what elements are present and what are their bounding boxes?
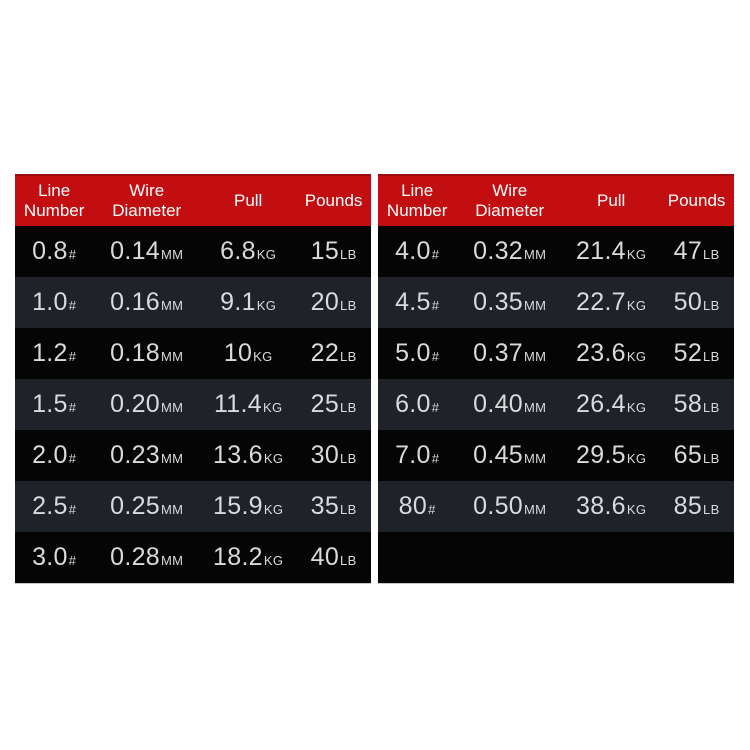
cell-pounds [659,288,734,317]
cell-pull [200,492,296,521]
unit: LB [340,553,357,568]
unit: LB [703,451,720,466]
value: 40 [310,543,340,571]
unit: KG [262,400,283,415]
value: 0.20 [110,390,160,418]
unit: KG [626,400,647,415]
cell-wire-diameter [456,339,563,368]
cell-pounds [296,543,371,572]
table-row [378,430,734,481]
cell-pounds [296,390,371,419]
unit: # [431,400,440,415]
value: 50 [673,288,703,316]
value: 47 [673,237,703,265]
value: 11.4 [213,390,262,418]
value: 35 [310,492,340,520]
unit: # [431,298,440,313]
value: 20 [310,288,340,316]
cell-wire-diameter [93,543,200,572]
unit: LB [340,298,357,313]
value: 2.0 [32,441,68,469]
cell-wire-diameter [93,492,200,521]
unit: MM [524,502,547,517]
value: 0.14 [110,237,160,265]
cell-line-number [15,237,93,266]
cell-pull [200,441,296,470]
value: 0.23 [110,441,160,469]
unit: MM [161,298,184,313]
col-header-wire-diameter: Wire Diameter [475,180,545,220]
value: 0.8 [32,237,68,265]
value: 85 [673,492,703,520]
unit: KG [626,451,647,466]
value: 38.6 [576,492,626,520]
unit: LB [340,247,357,262]
value: 0.28 [110,543,160,571]
unit: LB [703,400,720,415]
spec-table-left [15,174,371,584]
unit: KG [626,349,647,364]
cell-line-number [378,390,456,419]
cell-pounds [659,441,734,470]
unit: LB [703,298,720,313]
value: 0.37 [473,339,523,367]
value: 22.7 [576,288,626,316]
col-header-wire-diameter: Wire Diameter [112,180,182,220]
value: 80 [398,492,428,520]
table-row [15,328,371,379]
col-header-pounds: Pounds [667,190,726,210]
cell-line-number [15,441,93,470]
cell-line-number [378,288,456,317]
table-row [378,226,734,277]
value: 0.32 [473,237,523,265]
cell-line-number [378,339,456,368]
unit: # [431,247,440,262]
table-row [378,277,734,328]
cell-pounds [659,237,734,266]
table-row [15,379,371,430]
value: 6.0 [395,390,431,418]
cell-line-number [378,492,456,521]
value: 0.25 [110,492,160,520]
table-header [15,174,371,226]
unit: LB [340,502,357,517]
unit: MM [524,451,547,466]
cell-pounds [296,441,371,470]
cell-line-number [15,288,93,317]
value: 15 [310,237,340,265]
value: 0.50 [473,492,523,520]
table-row [15,481,371,532]
unit: # [68,553,77,568]
unit: MM [524,400,547,415]
cell-pounds [659,390,734,419]
cell-pull [200,288,296,317]
cell-line-number [378,237,456,266]
cell-wire-diameter [456,441,563,470]
unit: LB [703,502,720,517]
col-header-line-number: Line Number [23,180,85,220]
table-row-empty [378,532,734,583]
unit: # [431,451,440,466]
cell-pounds [296,288,371,317]
cell-line-number [15,543,93,572]
unit: KG [263,451,284,466]
value: 1.5 [32,390,68,418]
value: 2.5 [32,492,68,520]
cell-pounds [296,237,371,266]
value: 15.9 [213,492,263,520]
cell-wire-diameter [93,339,200,368]
table-row [15,532,371,583]
unit: # [68,247,77,262]
cell-pull [200,237,296,266]
value: 3.0 [32,543,68,571]
unit: MM [161,553,184,568]
col-header-pull: Pull [596,190,626,210]
value: 22 [310,339,340,367]
value: 0.40 [473,390,523,418]
cell-pounds [296,339,371,368]
unit: MM [524,298,547,313]
cell-pull [200,543,296,572]
spec-tables [15,174,734,584]
col-header-line-number: Line Number [386,180,448,220]
unit: MM [524,247,547,262]
unit: KG [626,298,647,313]
value: 65 [673,441,703,469]
cell-wire-diameter [93,237,200,266]
cell-pounds [296,492,371,521]
unit: MM [161,247,184,262]
unit: LB [340,349,357,364]
cell-wire-diameter [93,441,200,470]
value: 10 [223,339,253,367]
unit: KG [263,502,284,517]
cell-pull [563,288,659,317]
col-header-pounds: Pounds [304,190,363,210]
unit: KG [263,553,284,568]
unit: # [68,298,77,313]
value: 4.5 [395,288,431,316]
unit: MM [524,349,547,364]
table-row [378,481,734,532]
unit: KG [626,502,647,517]
cell-wire-diameter [93,288,200,317]
value: 7.0 [395,441,431,469]
value: 0.35 [473,288,523,316]
value: 18.2 [213,543,263,571]
unit: MM [161,400,184,415]
cell-wire-diameter [456,492,563,521]
value: 5.0 [395,339,431,367]
value: 52 [673,339,703,367]
value: 26.4 [576,390,626,418]
unit: KG [626,247,647,262]
table-row [15,277,371,328]
cell-pull [563,237,659,266]
table-row [378,328,734,379]
table-header [378,174,734,226]
cell-wire-diameter [456,237,563,266]
col-header-pull: Pull [233,190,263,210]
value: 6.8 [220,237,256,265]
cell-wire-diameter [456,390,563,419]
unit: # [68,349,77,364]
unit: # [68,451,77,466]
table-row [15,430,371,481]
cell-pounds [659,492,734,521]
table-row [378,379,734,430]
unit: KG [256,298,277,313]
cell-pull [563,441,659,470]
cell-line-number [378,441,456,470]
unit: LB [340,400,357,415]
value: 23.6 [576,339,626,367]
value: 29.5 [576,441,626,469]
unit: KG [253,349,273,364]
value: 1.2 [32,339,68,367]
unit: # [428,502,436,517]
unit: LB [703,247,720,262]
unit: LB [703,349,720,364]
unit: KG [256,247,277,262]
value: 0.18 [110,339,160,367]
cell-pull [200,339,296,368]
value: 25 [310,390,340,418]
unit: MM [161,451,184,466]
cell-line-number [15,390,93,419]
table-row [15,226,371,277]
cell-wire-diameter [456,288,563,317]
unit: LB [340,451,357,466]
cell-pull [563,339,659,368]
value: 4.0 [395,237,431,265]
value: 1.0 [32,288,68,316]
cell-pounds [659,339,734,368]
cell-pull [200,390,296,419]
value: 9.1 [220,288,256,316]
unit: MM [161,349,184,364]
value: 0.45 [473,441,523,469]
unit: # [68,400,77,415]
unit: # [431,349,440,364]
value: 13.6 [213,441,263,469]
value: 21.4 [576,237,626,265]
cell-line-number [15,339,93,368]
cell-line-number [15,492,93,521]
value: 30 [310,441,340,469]
cell-wire-diameter [93,390,200,419]
unit: MM [161,502,184,517]
cell-pull [563,390,659,419]
cell-pull [563,492,659,521]
spec-table-right [378,174,734,584]
unit: # [68,502,77,517]
value: 0.16 [110,288,160,316]
value: 58 [673,390,703,418]
